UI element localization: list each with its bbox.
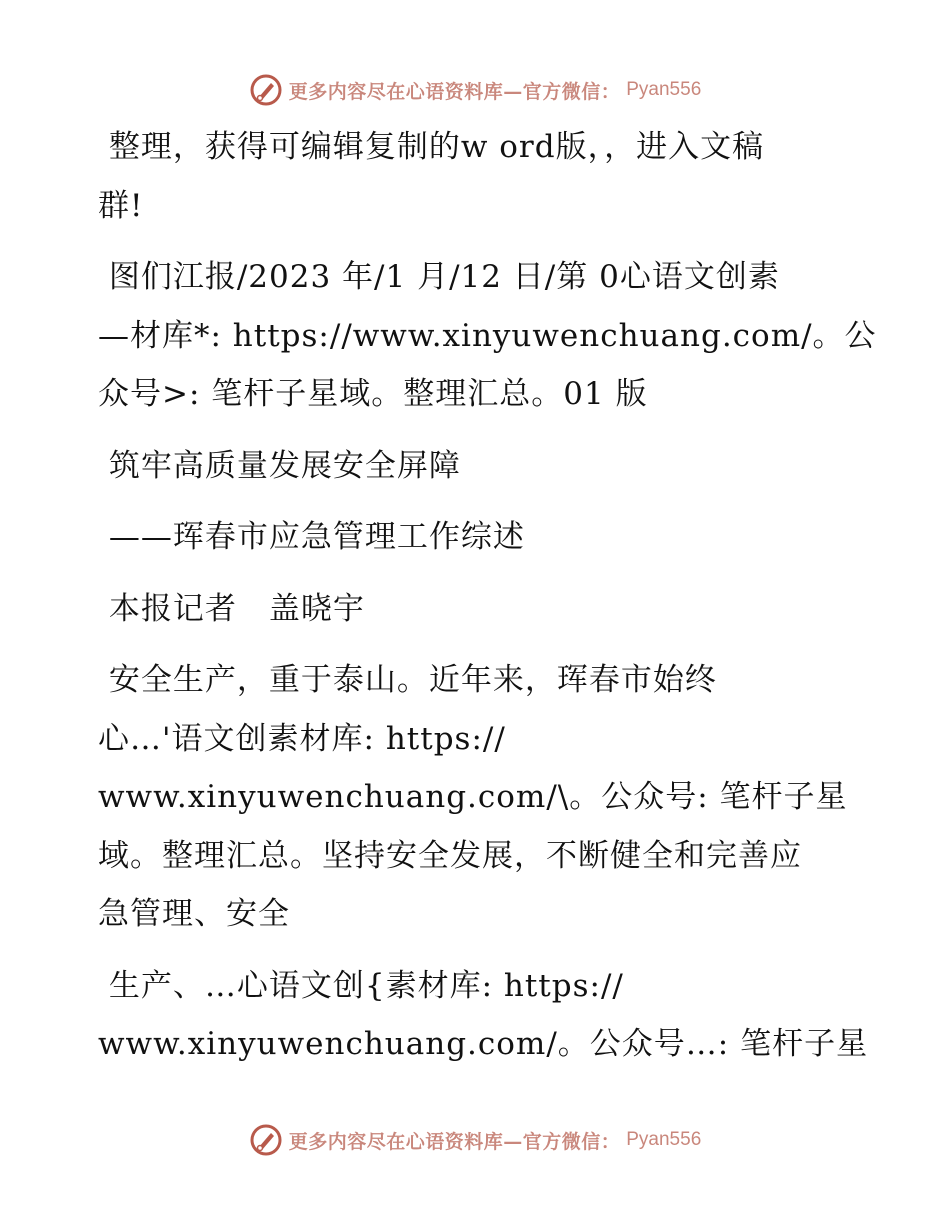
pen-seal-icon	[249, 73, 283, 107]
pen-seal-icon	[249, 1123, 283, 1157]
footer-banner	[0, 1120, 950, 1160]
text-line: 筑牢高质量发展安全屏障	[98, 447, 461, 484]
text-line: ——珲春市应急管理工作综述	[98, 519, 525, 555]
text-line: 众号>: 笔杆子星域。整理汇总。01 版	[98, 376, 648, 412]
header-banner	[0, 70, 950, 110]
document-body	[98, 118, 877, 1087]
paragraph	[98, 957, 869, 1074]
paragraph	[98, 651, 858, 944]
text-line: 生产、…心语文创{素材库: https://	[98, 967, 624, 1004]
text-line: 心…'语文创素材库: https://	[98, 720, 506, 757]
paragraph	[98, 118, 858, 235]
footer-banner-text: 更多内容尽在心语资料库—官方微信：	[288, 1130, 621, 1153]
paragraph	[98, 248, 877, 424]
header-banner-wechat-id: Pyan556	[626, 79, 702, 100]
text-line: 整理，获得可编辑复制的w ord版，，进入文稿	[98, 129, 765, 165]
text-line: 图们江报/2023 年/1 月/12 日/第 0心语文创素	[98, 259, 780, 295]
text-line: —材库*: https://www.xinyuwenchuang.com/。公	[98, 317, 877, 354]
header-banner-text: 更多内容尽在心语资料库—官方微信：	[288, 80, 621, 103]
text-line: 域。整理汇总。坚持安全发展，不断健全和完善应	[98, 837, 802, 874]
paragraph	[98, 508, 858, 567]
paragraph	[98, 437, 858, 496]
text-line: 本报记者 盖晓宇	[98, 590, 365, 627]
text-line: 安全生产，重于泰山。近年来，珲春市始终	[98, 662, 717, 698]
text-line: www.xinyuwenchuang.com/。公众号…: 笔杆子星	[98, 1026, 869, 1062]
text-line: www.xinyuwenchuang.com/\。公众号: 笔杆子星	[98, 779, 848, 815]
text-line: 急管理、安全	[98, 896, 290, 932]
text-line: 群!	[98, 187, 144, 224]
footer-banner-wechat-id: Pyan556	[626, 1129, 702, 1150]
paragraph	[98, 580, 858, 639]
